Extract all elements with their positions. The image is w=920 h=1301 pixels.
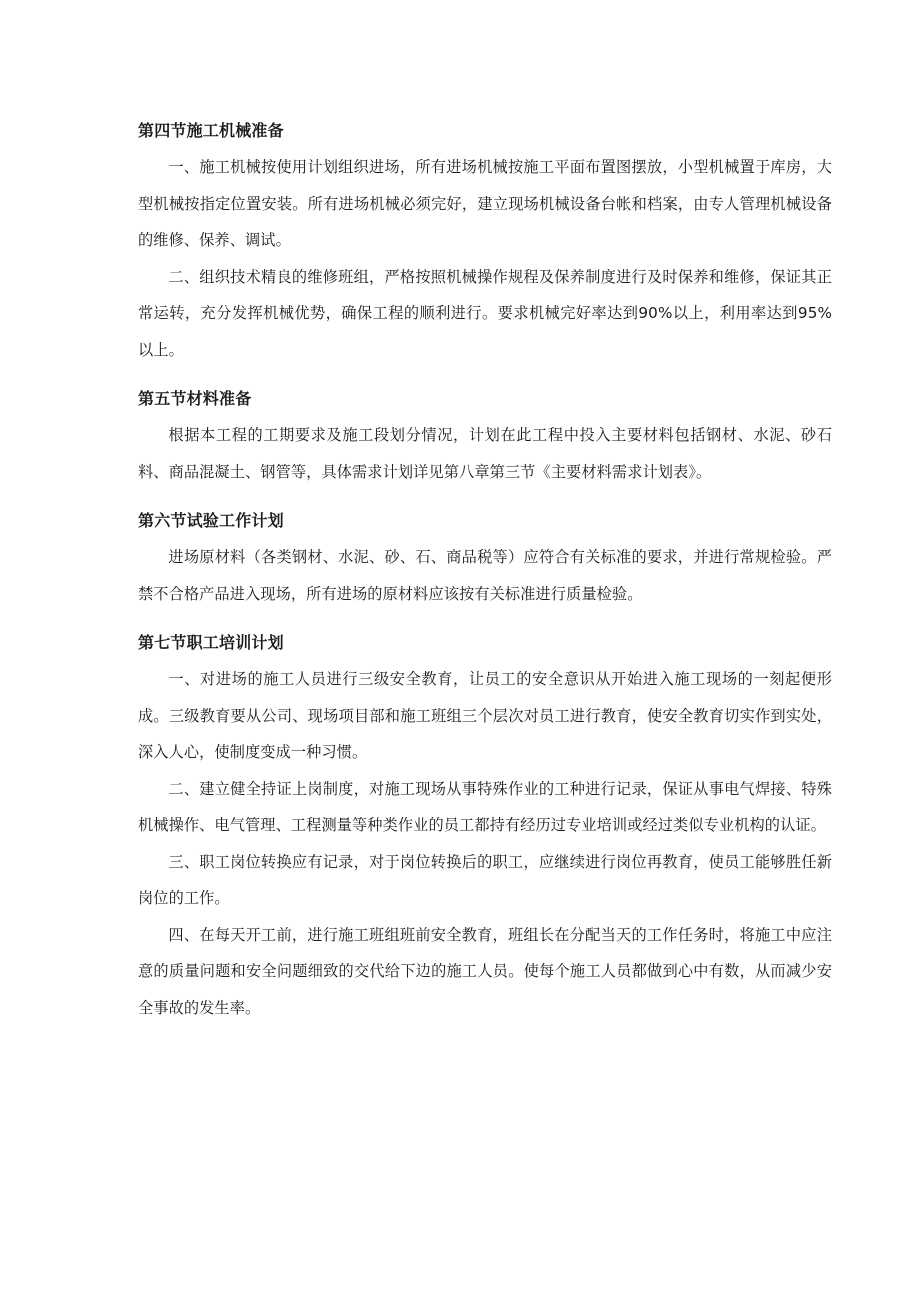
paragraph: 三、职工岗位转换应有记录，对于岗位转换后的职工，应继续进行岗位再教育，使员工能够胜任新岗位的工作。	[138, 852, 832, 907]
paragraph: 进场原材料（各类钢材、水泥、砂、石、商品税等）应符合有关标准的要求，并进行常规检验。严禁不合格产品进入现场，所有进场的原材料应该按有关标准进行质量检验。	[138, 548, 832, 603]
section-materials	[138, 384, 832, 490]
paragraph: 根据本工程的工期要求及施工段划分情况，计划在此工程中投入主要材料包括钢材、水泥、砂石料、商品混凝土、钢管等，具体需求计划详见第八章第三节《主要材料需求计划表》。	[138, 426, 832, 481]
paragraph: 一、对进场的施工人员进行三级安全教育，让员工的安全意识从开始进入施工现场的一刻起便形成。三级教育要从公司、现场项目部和施工班组三个层次对员工进行教育，使安全教育切实作到实处，深入人心，使制度变成一种习惯。	[138, 670, 832, 761]
document-page	[138, 116, 832, 1026]
section-heading: 第七节职工培训计划	[138, 633, 284, 652]
paragraph: 一、施工机械按使用计划组织进场，所有进场机械按施工平面布置图摆放，小型机械置于库房，大型机械按指定位置安装。所有进场机械必须完好，建立现场机械设备台帐和档案，由专人管理机械设备的维修、保养、调试。	[138, 158, 832, 249]
section-heading: 第四节施工机械准备	[138, 121, 284, 140]
paragraph: 四、在每天开工前，进行施工班组班前安全教育，班组长在分配当天的工作任务时，将施工中应注意的质量问题和安全问题细致的交代给下边的施工人员。使每个施工人员都做到心中有数，从而减少安全事故的发生率。	[138, 925, 832, 1017]
section-training	[138, 628, 832, 1026]
paragraph: 二、组织技术精良的维修班组，严格按照机械操作规程及保养制度进行及时保养和维修，保证其正常运转，充分发挥机械优势，确保工程的顺利进行。要求机械完好率达到90%以上，利用率达到95%以上。	[138, 267, 832, 359]
section-testing	[138, 506, 832, 612]
section-heading: 第六节试验工作计划	[138, 511, 284, 530]
section-machinery	[138, 116, 832, 368]
paragraph: 二、建立健全持证上岗制度，对施工现场从事特殊作业的工种进行记录，保证从事电气焊接、特殊机械操作、电气管理、工程测量等种类作业的员工都持有经历过专业培训或经过类似专业机构的认证。	[138, 779, 832, 834]
section-heading: 第五节材料准备	[138, 389, 252, 408]
